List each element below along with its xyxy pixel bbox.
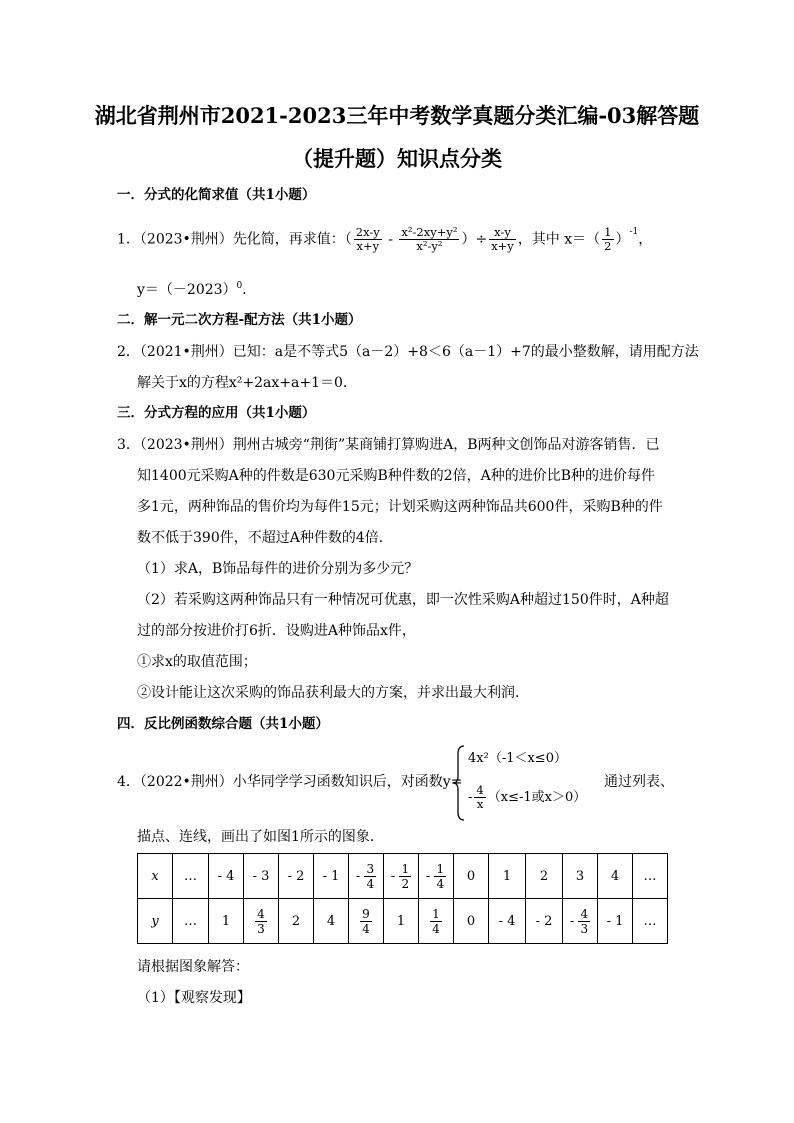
table-cell: 0	[454, 854, 489, 899]
question-3-item2: ②设计能让这次采购的饰品获利最大的方案，并求出最大利润．	[137, 685, 529, 701]
case-2: - $\frac{4}{x}$ （x≤-1或x＞0）	[468, 783, 587, 811]
table-cell: - 4	[209, 854, 244, 899]
table-cell: - $\frac{1}{2}$	[384, 854, 419, 899]
table-cell: …	[633, 854, 668, 899]
table-cell: - 3	[244, 854, 279, 899]
q1-pow: -1	[629, 227, 639, 237]
question-3-line: 过的部分按进价打6折．设购进A种饰品x件，	[137, 623, 416, 639]
case-1: 4x²（-1＜x≤0）	[468, 751, 567, 766]
q1-pow-part: ）	[615, 231, 630, 248]
table-row-x	[138, 854, 668, 899]
value-table	[137, 853, 668, 944]
question-4-subq1: （1）【观察发现】	[137, 990, 251, 1006]
section-heading-3: 三．分式方程的应用（共1小题）	[117, 405, 316, 421]
table-cell: 2	[279, 899, 314, 944]
section-heading-4: 四．反比例函数综合题（共1小题）	[117, 716, 329, 732]
table-cell: $\frac{4}{3}$	[244, 899, 279, 944]
q1-where: ，其中 x＝（	[517, 231, 601, 248]
table-cell: $\frac{9}{4}$	[349, 899, 384, 944]
question-3-line: 知1400元采购A种的件数是630元采购B种件数的2倍，A种的进价比B种的进价每件	[137, 468, 656, 484]
question-4-line2: 描点、连线，画出了如图1所示的图象．	[137, 829, 384, 845]
table-cell: …	[173, 899, 209, 944]
table-cell: …	[173, 854, 209, 899]
piecewise-function	[452, 744, 602, 822]
brace-icon	[452, 744, 466, 822]
table-row-y	[138, 899, 668, 944]
q1-fraction-4: $\frac{1}{2}$	[604, 225, 612, 253]
q1-open: （	[344, 231, 352, 248]
question-3-subq2: （2）若采购这两种饰品只有一种情况可优惠，即一次性采购A种超过150件时，A种超	[137, 592, 669, 608]
question-3-line: 数不低于390件，不超过A种件数的4倍．	[137, 530, 393, 546]
table-header-y: y	[138, 899, 173, 944]
table-header-x: x	[138, 854, 173, 899]
document-title-line1: 湖北省荆州市2021-2023三年中考数学真题分类汇编-03解答题	[94, 103, 700, 128]
table-cell: 0	[454, 899, 489, 944]
q1-fraction-2: $\frac{\text{x²-2xy+y²}}{\text{x²-y²}}$	[401, 225, 458, 253]
question-3-item1: ①求x的取值范围；	[137, 654, 257, 670]
table-cell: 1	[209, 899, 244, 944]
table-cell: - $\frac{1}{4}$	[419, 854, 454, 899]
q1-end-comma: ，	[638, 231, 653, 248]
question-4-suffix: 通过列表、	[604, 774, 674, 790]
table-cell: 4	[314, 899, 349, 944]
section-heading-1: 一．分式的化简求值（共1小题）	[117, 187, 316, 203]
question-4-instruction: 请根据图象解答：	[137, 959, 249, 975]
q1-fraction-1: $\frac{2x-y}{x+y}$	[355, 225, 380, 253]
table-cell: - 2	[279, 854, 314, 899]
table-cell: 4	[598, 854, 633, 899]
table-cell: …	[633, 899, 668, 944]
table-cell: - $\frac{3}{4}$	[349, 854, 384, 899]
question-3-subq1: （1）求A，B饰品每件的进价分别为多少元？	[137, 561, 419, 577]
question-2-line2: 解关于x的方程x²+2ax+a+1＝0．	[137, 375, 357, 391]
q1-fraction-3: $\frac{x-y}{x+y}$	[491, 225, 514, 253]
section-heading-2: 二．解一元二次方程-配方法（共1小题）	[117, 312, 362, 328]
question-3-line: 多1元，两种饰品的售价均为每件15元；计划采购这两种饰品共600件，采购B种的件	[137, 499, 663, 515]
question-1-line2: $y=(-2023)^0$．	[137, 281, 257, 298]
table-cell: - 1	[314, 854, 349, 899]
table-cell: - 2	[526, 899, 563, 944]
table-cell: 1	[384, 899, 419, 944]
question-4-prefix: 4．（2022•荆州）小华同学学习函数知识后，对函数y=	[117, 774, 463, 790]
q1-close-div: ）÷	[461, 231, 488, 248]
question-3-line: 3．（2023•荆州）荆州古城旁“荆街”某商铺打算购进A，B两种文创饰品对游客销售．已	[117, 437, 660, 453]
table-cell: 3	[563, 854, 598, 899]
question-1-line1	[117, 226, 652, 253]
question-2-line1: 2．（2021•荆州）已知：a是不等式5（a－2）+8＜6（a－1）+7的最小整数解，请用配方法	[117, 344, 699, 360]
table-cell: - 4	[489, 899, 526, 944]
document-title-line2: （提升题）知识点分类	[292, 146, 502, 171]
q1-prefix: 1．（2023•荆州）先化简，再求值：	[117, 231, 345, 248]
table-cell: $\frac{1}{4}$	[419, 899, 454, 944]
table-cell: - $\frac{4}{3}$	[563, 899, 598, 944]
table-cell: 2	[526, 854, 563, 899]
table-cell: - 1	[598, 899, 633, 944]
table-cell: 1	[489, 854, 526, 899]
q1-minus: -	[383, 231, 398, 248]
